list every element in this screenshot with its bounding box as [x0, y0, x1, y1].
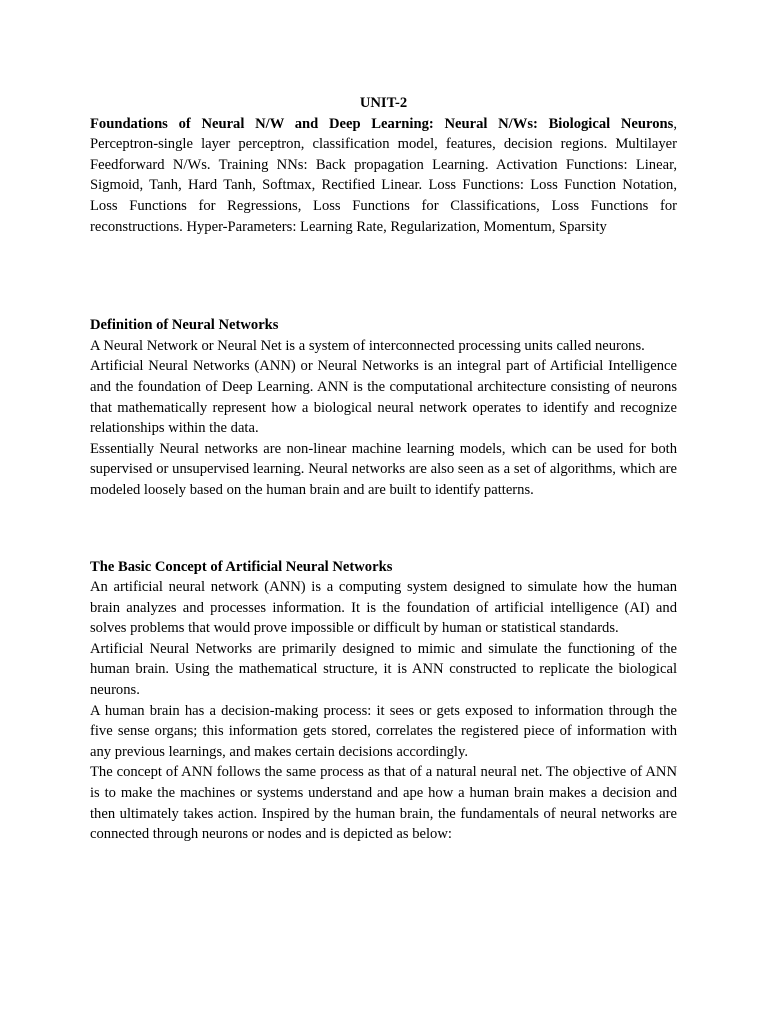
paragraph: A Neural Network or Neural Net is a system of interconnected processing units called neurons.	[90, 337, 645, 354]
paragraph: An artificial neural network (ANN) is a computing system designed to simulate how the human brain analyzes and processes information. It is the foundation of artificial intelligence (AI) and solves problems that would prove impossible or difficult by human or statistical standards.	[90, 579, 677, 637]
section-heading: The Basic Concept of Artificial Neural Networks	[90, 558, 393, 575]
section-heading: Definition of Neural Networks	[90, 317, 279, 334]
paragraph: The concept of ANN follows the same process as that of a natural neural net. The objective of ANN is to make the machines or systems understand and ape how a human brain makes a decision and then ultimately takes action. Inspired by the human brain, the fundamentals of neural networks are connected through neurons or nodes and is depicted as below:	[90, 764, 677, 843]
document-page	[90, 93, 677, 845]
section-basic-concept	[90, 557, 677, 845]
spacer	[90, 237, 677, 315]
paragraph: Artificial Neural Networks are primarily designed to mimic and simulate the functioning of the human brain. Using the mathematical structure, it is ANN constructed to replicate the biological neurons.	[90, 640, 677, 699]
section-definition	[90, 315, 677, 500]
spacer	[90, 501, 677, 557]
syllabus-intro-text: , Perceptron-single layer perceptron, classification model, features, decision regions. Multilayer Feedforward N/Ws. Training NNs: Back propagation Learning. Activation Functions: Linear, Sigmoid, Tanh, Hard Tanh, Softmax, Rectified Linear. Loss Functions: Loss Function Notation, Loss Functions for Regressions, Loss Functions for Classifications, Loss Functions for reconstructions. Hyper-Parameters: Learning Rate, Regularization, Momentum, Sparsity	[90, 115, 677, 235]
paragraph: Artificial Neural Networks (ANN) or Neural Networks is an integral part of Artificial Intelligence and the foundation of Deep Learning. ANN is the computational architecture consisting of neurons that mathematically represent how a biological neural network operates to identify and recognize relationships within the data.	[90, 358, 677, 437]
paragraph: A human brain has a decision-making process: it sees or gets exposed to information through the five sense organs; this information gets stored, correlates the registered piece of information with any previous learnings, and makes certain decisions accordingly.	[90, 702, 677, 760]
syllabus-intro	[90, 114, 677, 238]
syllabus-intro-bold: Foundations of Neural N/W and Deep Learning: Neural N/Ws: Biological Neurons	[90, 115, 674, 132]
paragraph: Essentially Neural networks are non-linear machine learning models, which can be used for both supervised or unsupervised learning. Neural networks are also seen as a set of algorithms, which are modeled loosely based on the human brain and are built to identify patterns.	[90, 440, 677, 498]
unit-title: UNIT-2	[359, 95, 408, 111]
